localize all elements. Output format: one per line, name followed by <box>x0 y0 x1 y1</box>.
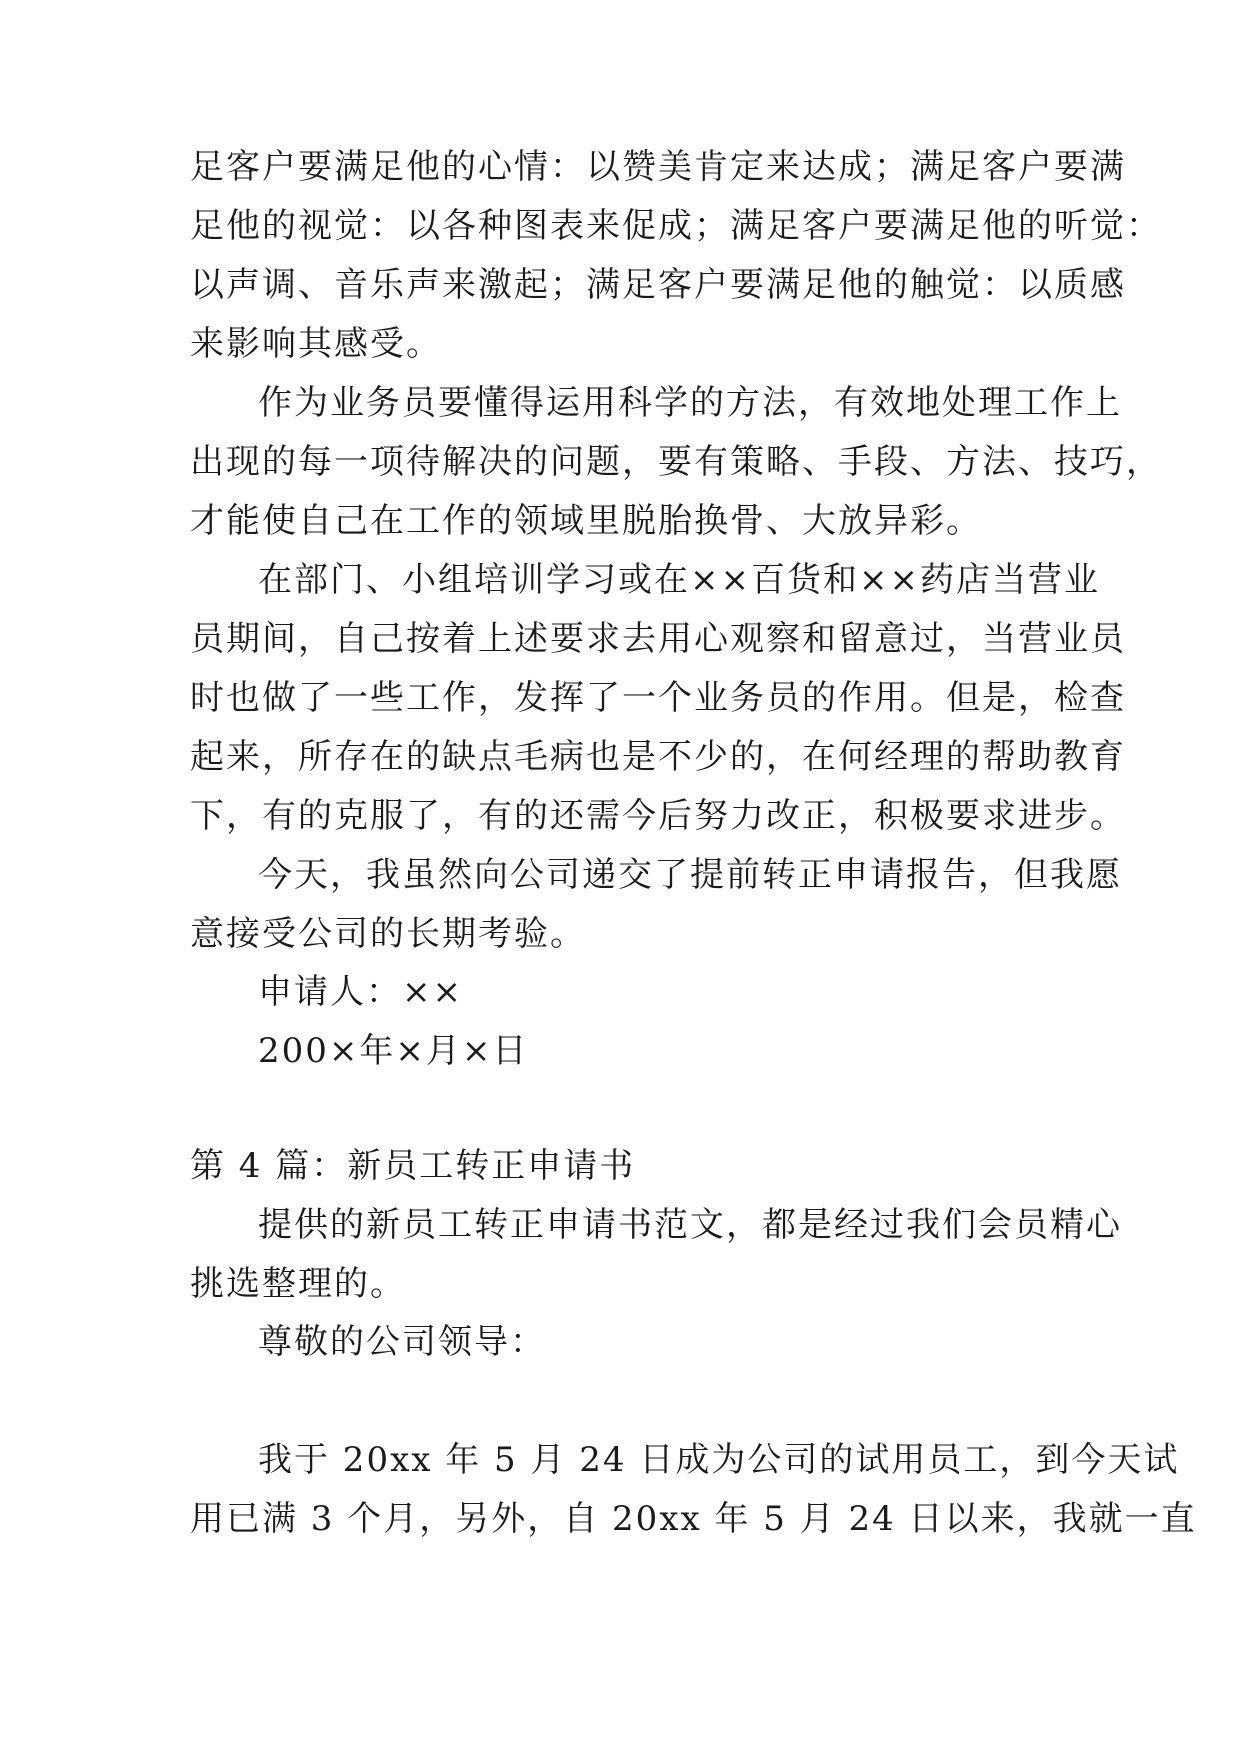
paragraph-line: 足客户要满足他的心情：以赞美肯定来达成；满足客户要满 <box>190 147 1126 187</box>
paragraph-line: 足他的视觉：以各种图表来促成；满足客户要满足他的听觉： <box>190 206 1162 246</box>
paragraph-line: 挑选整理的。 <box>190 1264 406 1304</box>
paragraph-line: 在部门、小组培训学习或在××百货和××药店当营业 <box>258 560 1100 600</box>
paragraph-line: 时也做了一些工作，发挥了一个业务员的作用。但是，检查 <box>190 678 1126 718</box>
paragraph-line: 今天，我虽然向公司递交了提前转正申请报告，但我愿 <box>258 855 1122 895</box>
paragraph-line: 出现的每一项待解决的问题，要有策略、手段、方法、技巧， <box>190 442 1162 482</box>
paragraph-line: 员期间，自己按着上述要求去用心观察和留意过，当营业员 <box>190 619 1126 659</box>
paragraph-line: 以声调、音乐声来激起；满足客户要满足他的触觉：以质感 <box>190 265 1126 305</box>
paragraph-line: 来影响其感受。 <box>190 324 442 364</box>
paragraph-line: 下，有的克服了，有的还需今后努力改正，积极要求进步。 <box>190 796 1126 836</box>
paragraph-line: 意接受公司的长期考验。 <box>190 914 586 954</box>
paragraph-line: 用已满 3 个月，另外，自 20xx 年 5 月 24 日以来，我就一直 <box>190 1499 1197 1539</box>
date-line: 200×年×月×日 <box>258 1031 529 1071</box>
paragraph-line: 提供的新员工转正申请书范文，都是经过我们会员精心 <box>258 1205 1122 1245</box>
applicant-line: 申请人：×× <box>258 972 463 1012</box>
paragraph-line: 作为业务员要懂得运用科学的方法，有效地处理工作上 <box>258 383 1122 423</box>
salutation-line: 尊敬的公司领导： <box>258 1322 546 1362</box>
paragraph-line: 起来，所存在的缺点毛病也是不少的，在何经理的帮助教育 <box>190 737 1126 777</box>
paragraph-line: 我于 20xx 年 5 月 24 日成为公司的试用员工，到今天试 <box>258 1440 1180 1480</box>
section-heading: 第 4 篇：新员工转正申请书 <box>190 1146 636 1186</box>
paragraph-line: 才能使自己在工作的领域里脱胎换骨、大放异彩。 <box>190 501 982 541</box>
